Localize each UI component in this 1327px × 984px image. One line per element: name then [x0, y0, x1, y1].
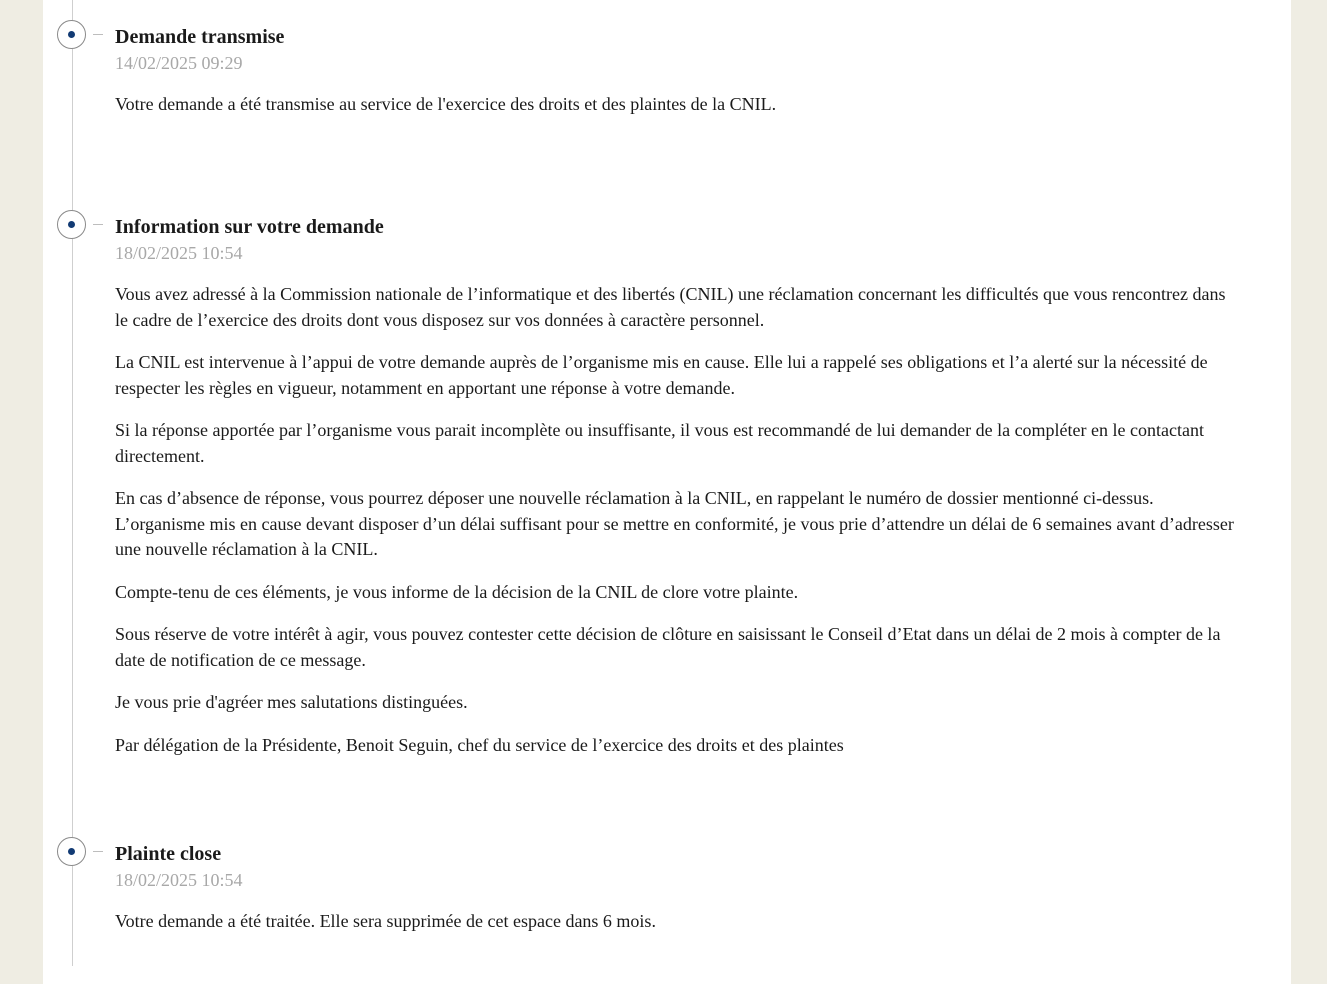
- entry-text: Votre demande a été transmise au service de l'exercice des droits et des plaintes de la CNIL.: [115, 94, 777, 114]
- entry-text: Je vous prie d'agréer mes salutations distinguées.: [115, 692, 468, 712]
- timeline-dot-icon: [57, 210, 86, 239]
- entry-date: 18/02/2025 10:54: [115, 870, 243, 890]
- entry-text: En cas d’absence de réponse, vous pourrez déposer une nouvelle réclamation à la CNIL, en rappelant le numéro de dossier mentionné ci-dessus. L’organisme mis en cause devant disposer d’un délai suffisant pour se mettre en conformité, je vous prie d’attendre un délai de 6 semaines avant d’adresser une nouvelle réclamation à la CNIL.: [115, 488, 1234, 559]
- timeline-connector: [93, 851, 103, 852]
- timeline-connector: [93, 34, 103, 35]
- timeline-dot-icon: [57, 20, 86, 49]
- timeline-panel: [43, 0, 1291, 984]
- entry-text: Si la réponse apportée par l’organisme vous parait incomplète ou insuffisante, il vous est recommandé de lui demander de la compléter en le contactant directement.: [115, 420, 1204, 466]
- entry-title: Demande transmise: [115, 26, 285, 48]
- entry-title: Information sur votre demande: [115, 216, 384, 238]
- timeline-dot-icon: [57, 837, 86, 866]
- timeline-connector: [93, 224, 103, 225]
- entry-text: Compte-tenu de ces éléments, je vous informe de la décision de la CNIL de clore votre plainte.: [115, 581, 799, 602]
- entry-text: La CNIL est intervenue à l’appui de votre demande auprès de l’organisme mis en cause. Elle lui a rappelé ses obligations et l’a alerté sur la nécessité de respecter les règles en vigueur, notamment en apportant une réponse à votre demande.: [115, 352, 1208, 398]
- entry-text: Vous avez adressé à la Commission nationale de l’informatique et des libertés (CNIL) une réclamation concernant les difficultés que vous rencontrez dans le cadre de l’exercice des droits dont vous disposez sur vos données à caractère personnel.: [115, 284, 1226, 330]
- entry-text: Sous réserve de votre intérêt à agir, vous pouvez contester cette décision de clôture en saisissant le Conseil d’Etat dans un délai de 2 mois à compter de la date de notification de ce message.: [115, 624, 1221, 670]
- entry-date: 18/02/2025 10:54: [115, 243, 243, 263]
- entry-text: Votre demande a été traitée. Elle sera supprimée de cet espace dans 6 mois.: [115, 911, 656, 931]
- timeline-line: [72, 0, 73, 966]
- entry-title: Plainte close: [115, 843, 222, 865]
- entry-text: Par délégation de la Présidente, Benoit Seguin, chef du service de l’exercice des droits et des plaintes: [115, 734, 844, 755]
- entry-date: 14/02/2025 09:29: [115, 53, 243, 73]
